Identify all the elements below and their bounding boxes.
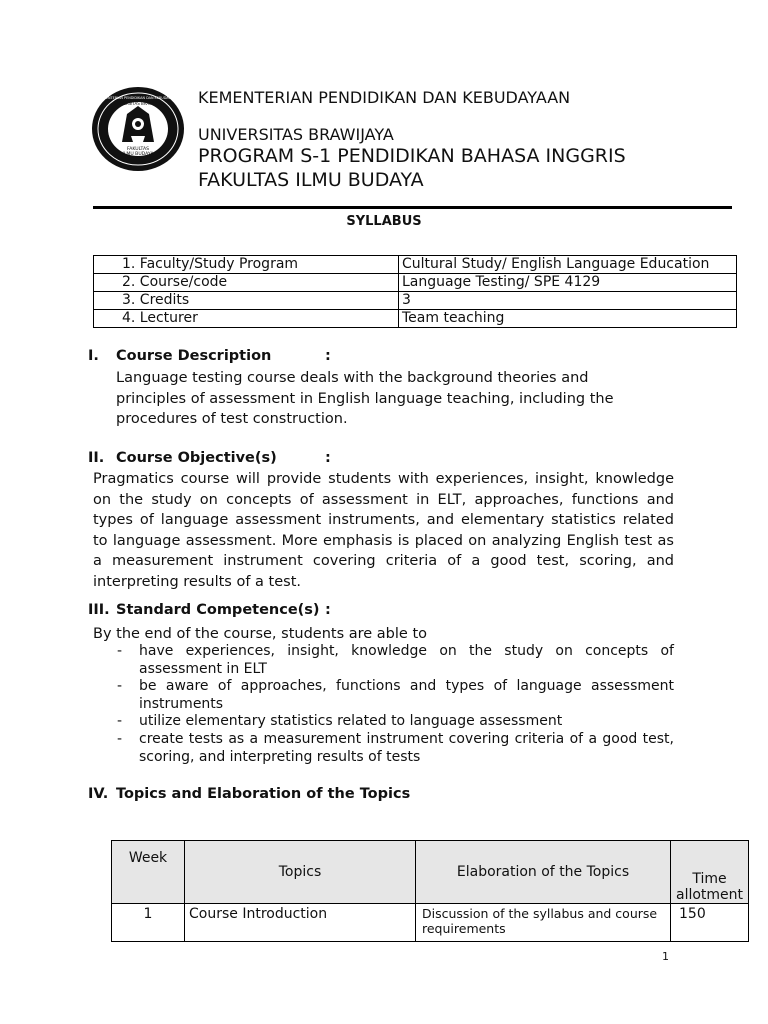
time-cell: 150 bbox=[671, 904, 749, 942]
info-value: Team teaching bbox=[399, 310, 737, 328]
info-label: 3. Credits bbox=[94, 292, 399, 310]
info-value: Cultural Study/ English Language Education bbox=[399, 256, 737, 274]
section-2-title: Course Objective(s) bbox=[116, 450, 277, 466]
table-row bbox=[112, 904, 749, 942]
section-1-colon: : bbox=[325, 348, 331, 364]
svg-text:ILMU BUDAYA: ILMU BUDAYA bbox=[122, 152, 154, 157]
table-row bbox=[94, 310, 737, 328]
svg-text:KEMENTERIAN PENDIDIKAN DAN KEB: KEMENTERIAN PENDIDIKAN DAN KEBUDAYAAN bbox=[98, 96, 178, 100]
column-header-time: Time allotment bbox=[671, 841, 749, 904]
university-logo bbox=[91, 86, 185, 172]
faculty-name: FAKULTAS ILMU BUDAYA bbox=[198, 169, 424, 191]
university-name: UNIVERSITAS BRAWIJAYA bbox=[198, 125, 394, 144]
course-objective-text: Pragmatics course will provide students with experiences, insight, knowledge on the study on concepts of assessment in ELT, approaches, functions and types of language assessment instruments, and elementary statistics related to language assessment. More emphasis is placed on analyzing English test as a measurement instrument covering criteria of a good test, scoring, and interpreting results of a test. bbox=[93, 471, 674, 590]
week-cell: 1 bbox=[112, 904, 185, 942]
column-header-elaboration: Elaboration of the Topics bbox=[416, 841, 671, 904]
table-row bbox=[94, 256, 737, 274]
elaboration-cell: Discussion of the syllabus and course requirements bbox=[416, 904, 671, 942]
info-label: 2. Course/code bbox=[94, 274, 399, 292]
section-4-title: Topics and Elaboration of the Topics bbox=[116, 786, 411, 802]
section-2-number: II. bbox=[88, 450, 105, 466]
course-info-table bbox=[93, 255, 737, 328]
bullet-dash: - bbox=[117, 731, 123, 747]
topics-table bbox=[111, 840, 749, 942]
document-title: SYLLABUS bbox=[346, 214, 422, 229]
section-3-number: III. bbox=[88, 602, 110, 618]
header-divider bbox=[93, 206, 732, 209]
competence-item: be aware of approaches, functions and types of language assessment instruments bbox=[139, 678, 674, 712]
section-3-colon: : bbox=[325, 602, 331, 618]
bullet-dash: - bbox=[117, 713, 123, 729]
svg-text:FAKULTAS: FAKULTAS bbox=[126, 147, 150, 152]
program-name: PROGRAM S-1 PENDIDIKAN BAHASA INGGRIS bbox=[198, 145, 626, 167]
bullet-dash: - bbox=[117, 678, 123, 694]
competence-intro: By the end of the course, students are able to bbox=[93, 626, 428, 642]
section-1-number: I. bbox=[88, 348, 99, 364]
info-label: 4. Lecturer bbox=[94, 310, 399, 328]
competence-item: have experiences, insight, knowledge on the study on concepts of assessment in ELT bbox=[139, 643, 674, 677]
competence-item: create tests as a measurement instrument covering criteria of a good test, scoring, and interpreting results of tests bbox=[139, 731, 674, 765]
table-header-row bbox=[112, 841, 749, 904]
section-1-title: Course Description bbox=[116, 348, 272, 364]
table-row bbox=[94, 274, 737, 292]
page-number: 1 bbox=[662, 950, 669, 963]
bullet-dash: - bbox=[117, 643, 123, 659]
svg-text:UNIVERSITAS BRAWIJAYA: UNIVERSITAS BRAWIJAYA bbox=[113, 101, 163, 106]
table-row bbox=[94, 292, 737, 310]
topic-cell: Course Introduction bbox=[185, 904, 416, 942]
info-label: 1. Faculty/Study Program bbox=[94, 256, 399, 274]
competence-item: utilize elementary statistics related to language assessment bbox=[139, 713, 563, 729]
section-4-number: IV. bbox=[88, 786, 109, 802]
section-3-title: Standard Competence(s) bbox=[116, 602, 320, 618]
info-value: Language Testing/ SPE 4129 bbox=[399, 274, 737, 292]
column-header-week: Week bbox=[112, 841, 185, 904]
ministry-name: KEMENTERIAN PENDIDIKAN DAN KEBUDAYAAN bbox=[198, 88, 571, 107]
column-header-topics: Topics bbox=[185, 841, 416, 904]
info-value: 3 bbox=[399, 292, 737, 310]
section-2-colon: : bbox=[325, 450, 331, 466]
course-description-text: Language testing course deals with the background theories and principles of assessment in English language teaching, including the procedures of test construction. bbox=[116, 370, 614, 427]
